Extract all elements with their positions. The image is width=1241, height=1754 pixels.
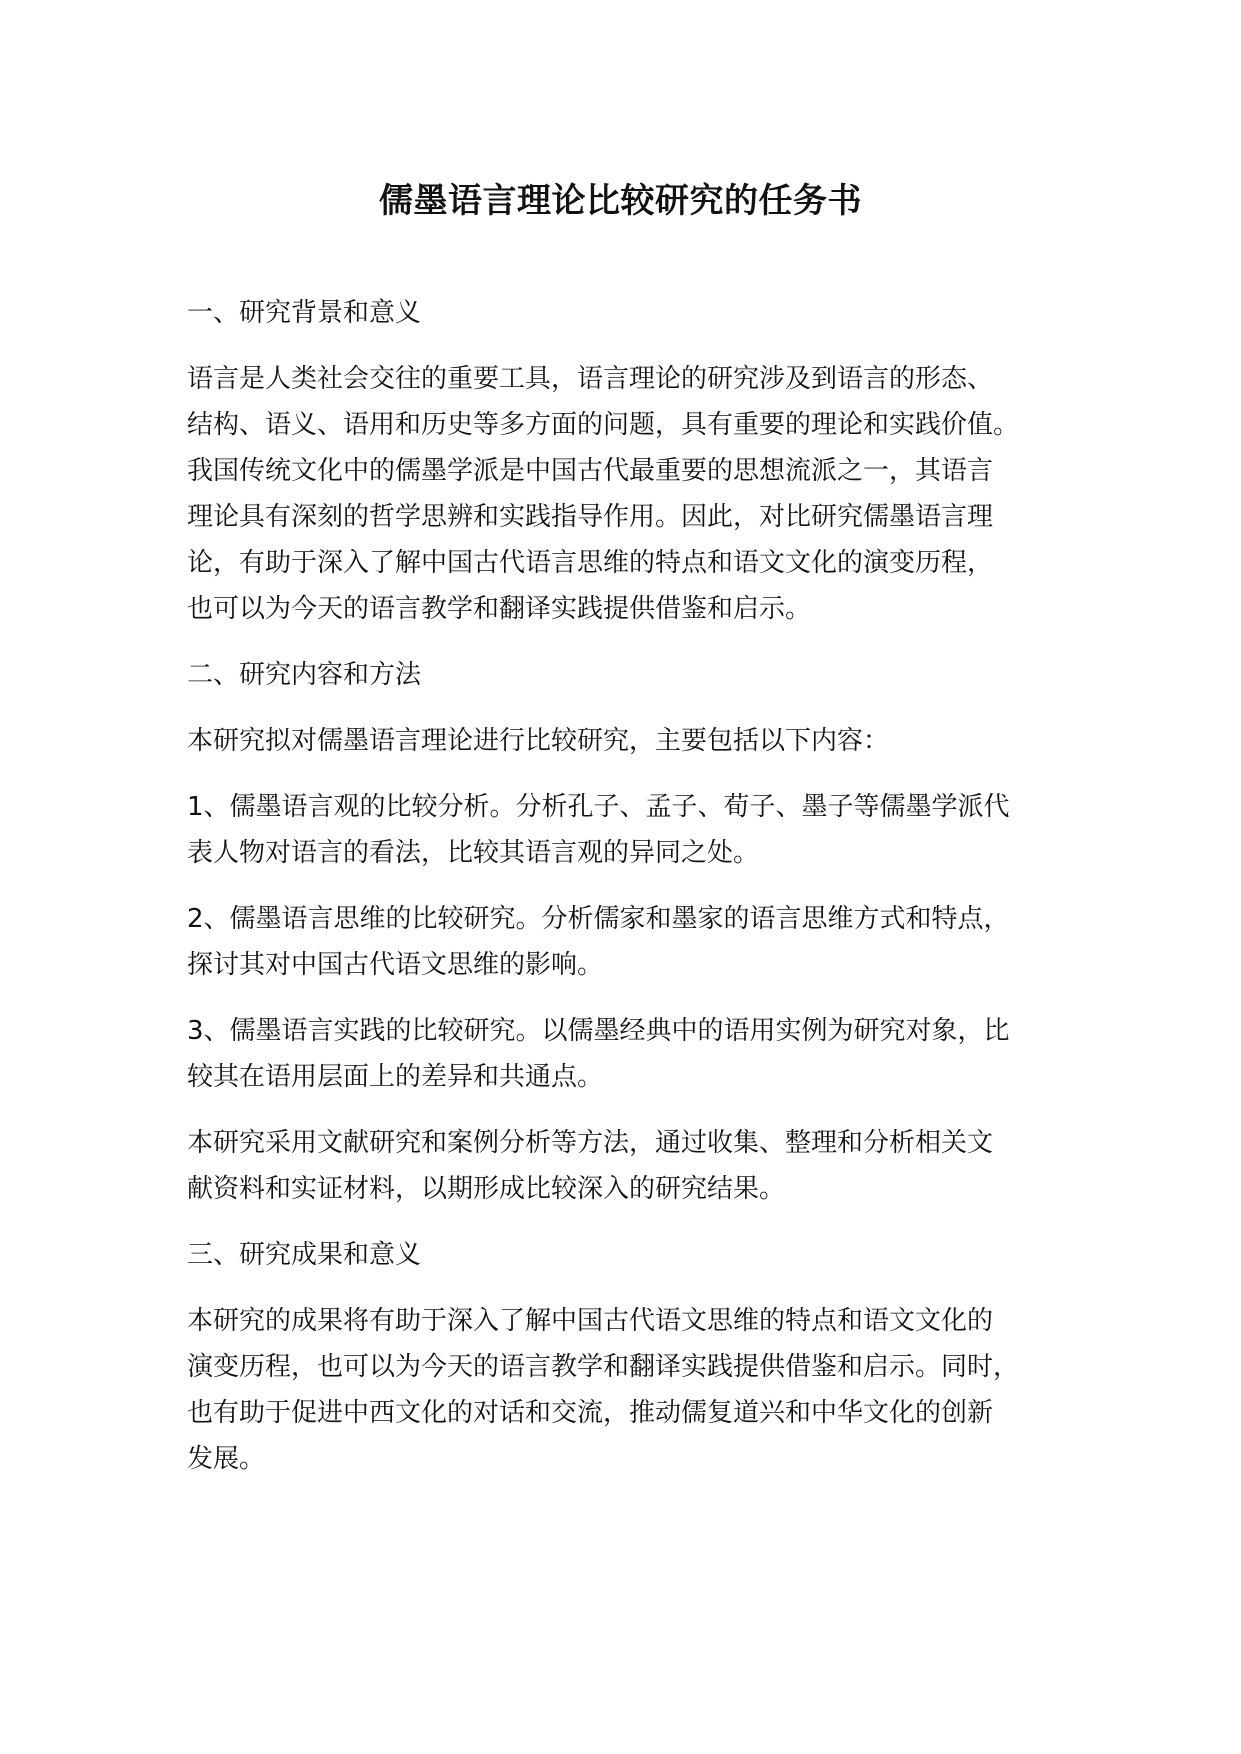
text-line: 探讨其对中国古代语文思维的影响。 bbox=[187, 950, 604, 980]
text-line: 语言是人类社会交往的重要工具，语言理论的研究涉及到语言的形态、 bbox=[187, 364, 994, 394]
text-line: 本研究的成果将有助于深入了解中国古代语文思维的特点和语文文化的 bbox=[187, 1306, 994, 1336]
text-line: 1、儒墨语言观的比较分析。分析孔子、孟子、荀子、墨子等儒墨学派代 bbox=[187, 792, 1010, 822]
paragraph-results bbox=[187, 1298, 1077, 1482]
text-line: 理论具有深刻的哲学思辨和实践指导作用。因此，对比研究儒墨语言理 bbox=[187, 502, 994, 532]
paragraph-item-3 bbox=[187, 1008, 1077, 1100]
text-line: 本研究拟对儒墨语言理论进行比较研究，主要包括以下内容： bbox=[187, 726, 890, 756]
text-line: 2、儒墨语言思维的比较研究。分析儒家和墨家的语言思维方式和特点， bbox=[187, 904, 1010, 934]
section-heading-background: 一、研究背景和意义 bbox=[187, 298, 422, 328]
text-line: 演变历程，也可以为今天的语言教学和翻译实践提供借鉴和启示。同时， bbox=[187, 1352, 1020, 1382]
text-line: 表人物对语言的看法，比较其语言观的异同之处。 bbox=[187, 838, 760, 868]
text-line: 献资料和实证材料，以期形成比较深入的研究结果。 bbox=[187, 1174, 786, 1204]
text-line: 结构、语义、语用和历史等多方面的问题，具有重要的理论和实践价值。 bbox=[187, 410, 1020, 440]
text-line: 也有助于促进中西文化的对话和交流，推动儒复道兴和中华文化的创新 bbox=[187, 1398, 994, 1428]
section-heading-content-methods: 二、研究内容和方法 bbox=[187, 660, 422, 690]
text-line: 较其在语用层面上的差异和共通点。 bbox=[187, 1062, 604, 1092]
paragraph-methods bbox=[187, 1120, 1077, 1212]
paragraph-item-1 bbox=[187, 784, 1077, 876]
text-line: 本研究采用文献研究和案例分析等方法，通过收集、整理和分析相关文 bbox=[187, 1128, 994, 1158]
text-line: 我国传统文化中的儒墨学派是中国古代最重要的思想流派之一，其语言 bbox=[187, 456, 994, 486]
paragraph-intro bbox=[187, 718, 1077, 764]
text-line: 也可以为今天的语言教学和翻译实践提供借鉴和启示。 bbox=[187, 594, 812, 624]
paragraph-background bbox=[187, 356, 1077, 632]
document-body bbox=[187, 290, 1077, 1482]
document-title: 儒墨语言理论比较研究的任务书 bbox=[379, 181, 862, 221]
paragraph-item-2 bbox=[187, 896, 1077, 988]
text-line: 发展。 bbox=[187, 1444, 266, 1474]
text-line: 论，有助于深入了解中国古代语言思维的特点和语文文化的演变历程， bbox=[187, 548, 994, 578]
section-heading-results: 三、研究成果和意义 bbox=[187, 1240, 422, 1270]
text-line: 3、儒墨语言实践的比较研究。以儒墨经典中的语用实例为研究对象，比 bbox=[187, 1016, 1010, 1046]
